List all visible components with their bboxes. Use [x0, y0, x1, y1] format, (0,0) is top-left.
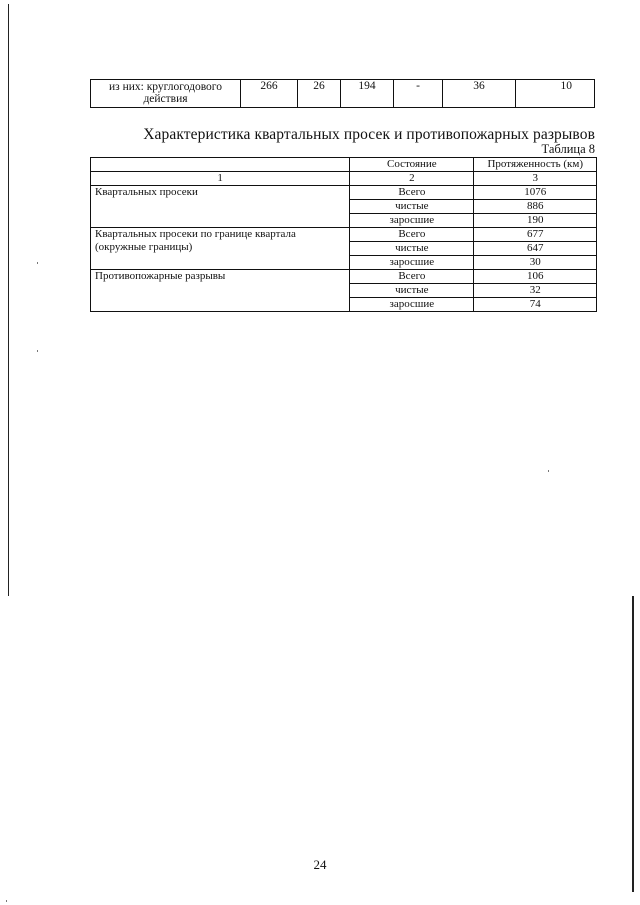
group-name: Квартальных просеки по границе квартала (окружные границы)	[91, 228, 350, 270]
state-cell: заросшие	[350, 256, 474, 270]
column-number-row	[91, 172, 597, 186]
clearings-table	[90, 157, 597, 312]
state-cell: Всего	[350, 228, 474, 242]
column-number: 3	[474, 172, 597, 186]
column-header: Состояние	[350, 158, 474, 172]
length-cell: 106	[474, 270, 597, 284]
state-cell: заросшие	[350, 214, 474, 228]
continued-table-fragment	[90, 79, 595, 108]
scan-speck	[548, 470, 549, 472]
length-cell: 677	[474, 228, 597, 242]
scan-edge-line-left	[8, 4, 9, 596]
state-cell: Всего	[350, 186, 474, 200]
scan-speck	[6, 900, 7, 902]
state-cell: чистые	[350, 200, 474, 214]
scan-edge-line-right	[632, 596, 634, 892]
length-cell: 74	[474, 298, 597, 312]
column-number: 2	[350, 172, 474, 186]
length-cell: 886	[474, 200, 597, 214]
table-row	[91, 228, 597, 242]
table-cell: 10	[516, 80, 595, 108]
length-cell: 30	[474, 256, 597, 270]
scan-speck	[37, 350, 38, 352]
table-row	[91, 270, 597, 284]
length-cell: 647	[474, 242, 597, 256]
table-cell: 194	[341, 80, 394, 108]
state-cell: заросшие	[350, 298, 474, 312]
group-name: Противопожарные разрывы	[91, 270, 350, 312]
table-cell: -	[394, 80, 443, 108]
table-row	[91, 186, 597, 200]
table-cell: 266	[241, 80, 298, 108]
column-header	[91, 158, 350, 172]
state-cell: чистые	[350, 242, 474, 256]
table-cell: 26	[298, 80, 341, 108]
table-cell: 36	[443, 80, 516, 108]
column-number: 1	[91, 172, 350, 186]
state-cell: чистые	[350, 284, 474, 298]
section-heading: Характеристика квартальных просек и противопожарных разрывов	[143, 126, 595, 143]
page-number: 24	[313, 857, 327, 872]
scan-speck	[37, 262, 38, 264]
row-label: из них: круглогодового действия	[91, 80, 241, 108]
table-row	[91, 80, 595, 108]
length-cell: 1076	[474, 186, 597, 200]
table-number: Таблица 8	[541, 142, 595, 156]
group-name: Квартальных просеки	[91, 186, 350, 228]
length-cell: 32	[474, 284, 597, 298]
header-row	[91, 158, 597, 172]
length-cell: 190	[474, 214, 597, 228]
column-header: Протяженность (км)	[474, 158, 597, 172]
state-cell: Всего	[350, 270, 474, 284]
